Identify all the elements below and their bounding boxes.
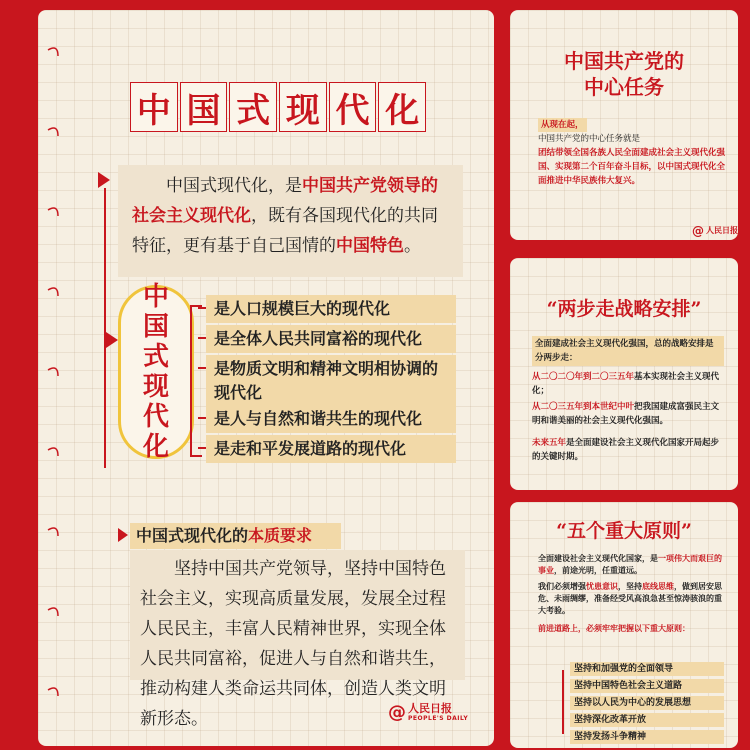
principle-item: 坚持深化改革开放: [570, 713, 724, 727]
card1-body: [538, 118, 726, 188]
card2-step-highlight: 从二〇二〇年到二〇三五年: [532, 372, 635, 382]
logo-at-icon: @: [692, 224, 704, 238]
section-heading-highlight: 本质要求: [248, 526, 313, 545]
principle-item: 坚持以人民为中心的发展思想: [570, 696, 724, 710]
card1-title: [510, 48, 738, 100]
oval-char: 化: [142, 432, 169, 462]
card2-body: [532, 336, 724, 464]
card2-future-highlight: 未来五年: [532, 438, 567, 448]
oval-label: [118, 282, 194, 462]
card3-text: ，坚持: [618, 581, 642, 591]
card3-title: “五个重大原则”: [556, 520, 692, 542]
logo-text: 人民日报: [408, 702, 452, 715]
card3-text: 我们必须增强: [538, 581, 586, 591]
card3-text: 全面建设社会主义现代化国家，是: [538, 553, 658, 563]
card3-text: ，做到居安思危、未雨绸缪，准备经受风高浪急甚至惊涛骇浪的重大考验。: [538, 581, 722, 615]
card3-text: ，前途光明，任重道远。: [554, 565, 642, 575]
card1-lead: 从现在起，: [538, 118, 587, 132]
feature-item: 是物质文明和精神文明相协调的现代化: [206, 355, 456, 407]
oval-char: 国: [142, 312, 169, 342]
card2-step-text: 基本实现社会主义现代化；: [532, 372, 720, 396]
card2-future-text: 是全面建设社会主义现代化国家开局起步的关键时期。: [532, 438, 720, 462]
essence-paragraph: 坚持中国共产党领导，坚持中国特色社会主义，实现高质量发展，发展全过程人民民主，丰富人民精神世界，实现全体人民共同富裕，促进人与自然和谐共生，推动构建人类命运共同体，创造人类文明新形态。: [130, 550, 465, 680]
principle-item: 坚持发扬斗争精神: [570, 730, 724, 744]
principle-item: 坚持中国特色社会主义道路: [570, 679, 724, 693]
intro-text: 。: [404, 236, 421, 256]
main-title: [130, 82, 428, 132]
card2-intro: 全面建成社会主义现代化强国，总的战略安排是分两步走：: [532, 336, 724, 366]
card3-body: [538, 552, 724, 634]
intro-paragraph: [118, 165, 463, 277]
principles-line: [562, 670, 564, 734]
title-char: 中: [130, 82, 178, 132]
card1-statement: 团结带领全国各族人民全面建成社会主义现代化强国、实现第二个百年奋斗目标，以中国式现代化全面推进中华民族伟大复兴。: [538, 148, 726, 186]
section-heading-text: 中国式现代化的: [136, 526, 249, 545]
principle-item: 坚持和加强党的全面领导: [570, 662, 724, 676]
card2-step-highlight: 从二〇三五年到本世纪中叶: [532, 402, 635, 412]
section-heading: [130, 523, 341, 549]
card1-title-line: 中国共产党的: [564, 49, 684, 73]
title-char: 化: [378, 82, 426, 132]
oval-char: 中: [142, 282, 169, 312]
intro-highlight: 中国共产党领导的社会主义现代化: [132, 176, 438, 226]
card-central-task: [510, 10, 738, 240]
peoples-daily-logo: [692, 224, 738, 238]
card3-highlight: 底线思维: [642, 581, 674, 591]
connector-line: [104, 188, 106, 468]
intro-highlight: 中国特色: [336, 236, 404, 256]
intro-text: ，既有各国现代化的共同特征，更有基于自己国情的: [132, 206, 438, 256]
intro-arrow-icon: [98, 172, 110, 188]
card1-line: 中国共产党的中心任务就是: [538, 134, 641, 144]
oval-char: 代: [142, 402, 169, 432]
title-char: 现: [279, 82, 327, 132]
logo-text: 人民日报: [706, 226, 738, 235]
card-five-principles: [510, 502, 738, 748]
section-arrow-icon: [118, 528, 128, 542]
feature-item: 是人与自然和谐共生的现代化: [206, 405, 456, 433]
card3-lead: 前进道路上，必须牢牢把握以下重大原则：: [538, 623, 690, 633]
card3-highlight: 一项伟大而艰巨的事业: [538, 553, 722, 575]
peoples-daily-logo: [388, 702, 468, 723]
card2-title: “两步走战略安排”: [546, 298, 702, 320]
feature-item: 是人口规模巨大的现代化: [206, 295, 456, 323]
feature-item: 是全体人民共同富裕的现代化: [206, 325, 456, 353]
card3-highlight: 忧患意识: [586, 581, 618, 591]
oval-char: 现: [142, 372, 169, 402]
main-card: [38, 10, 494, 746]
title-char: 国: [180, 82, 228, 132]
intro-text: 中国式现代化，是: [166, 176, 302, 196]
feature-item: 是走和平发展道路的现代化: [206, 435, 456, 463]
card2-step-text: 把我国建成富强民主文明和谐美丽的社会主义现代化强国。: [532, 402, 720, 426]
logo-subtext: PEOPLE'S DAILY: [408, 715, 469, 722]
oval-arrow-icon: [106, 332, 118, 348]
binder-rings: [46, 10, 60, 746]
oval-char: 式: [142, 342, 169, 372]
title-char: 式: [229, 82, 277, 132]
brace-line: [190, 305, 202, 457]
card1-title-line: 中心任务: [584, 75, 664, 99]
logo-at-icon: @: [388, 702, 406, 723]
card-two-step-strategy: [510, 258, 738, 490]
title-char: 代: [329, 82, 377, 132]
